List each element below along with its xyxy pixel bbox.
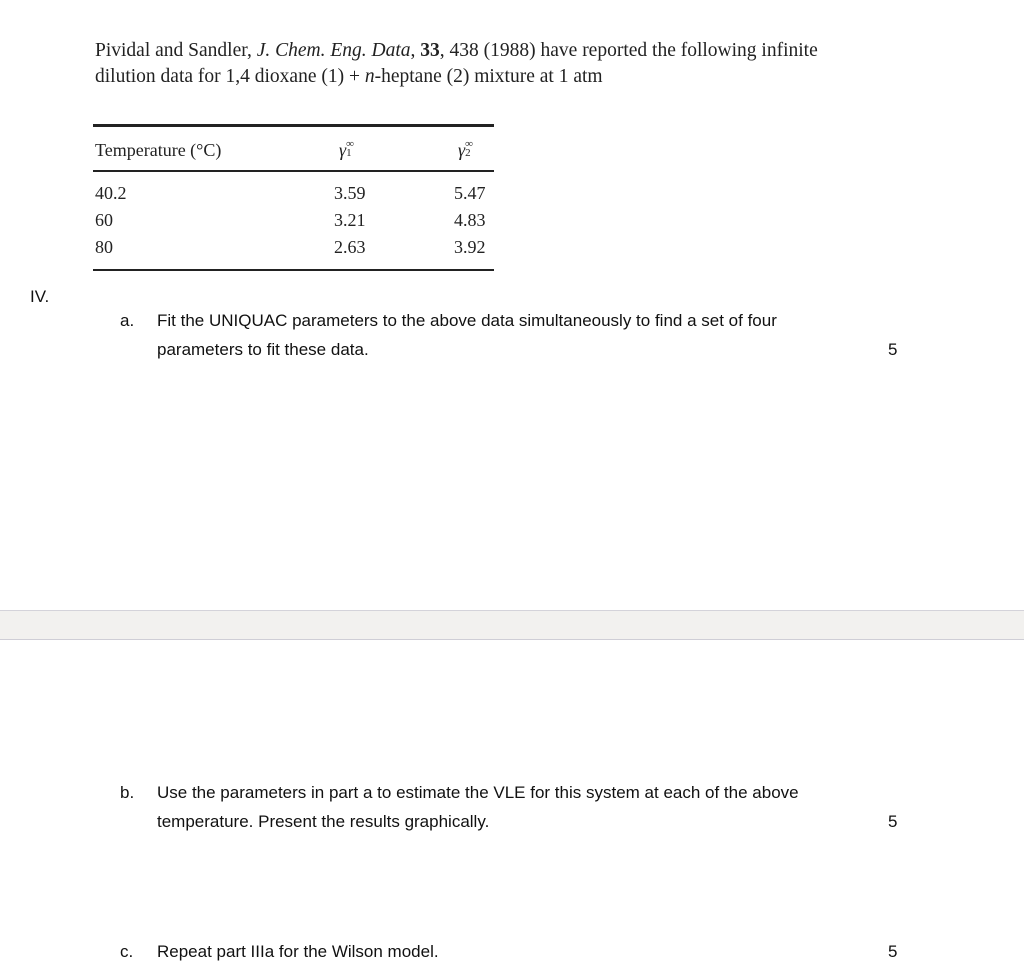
question-text: Use the parameters in part a to estimate the VLE for this system at each of the above: [157, 783, 799, 802]
intro-line-2: [95, 66, 603, 88]
question-text: temperature. Present the results graphically.: [157, 812, 490, 831]
cell: 80: [95, 237, 113, 257]
text: dilution data for 1,4 dioxane (1) +: [95, 66, 365, 87]
volume: 33: [420, 40, 440, 61]
cell: 3.21: [334, 210, 366, 230]
section-number: IV.: [30, 287, 50, 306]
header-gamma2: [458, 140, 473, 161]
text: γ: [458, 140, 466, 160]
cell: 4.83: [454, 210, 486, 230]
cell: 5.47: [454, 183, 486, 203]
cell: 3.92: [454, 237, 486, 257]
question-text: Repeat part IIIa for the Wilson model.: [157, 942, 439, 961]
cell: 2.63: [334, 237, 366, 257]
cell: 60: [95, 210, 113, 230]
table-header-rule: [93, 170, 494, 172]
cell: 3.59: [334, 183, 366, 203]
question-label: c.: [120, 942, 134, 961]
journal-name: J. Chem. Eng. Data: [256, 40, 411, 61]
question-label: b.: [120, 783, 135, 802]
question-label: a.: [120, 311, 135, 330]
table-top-rule: [93, 124, 494, 127]
question-points: 5: [888, 812, 898, 831]
question-points: 5: [888, 340, 898, 359]
cell: 40.2: [95, 183, 127, 203]
header-temperature: Temperature (°C): [95, 140, 222, 160]
text: γ: [339, 140, 347, 160]
table-bottom-rule: [93, 269, 494, 271]
text: -heptane (2) mixture at 1 atm: [374, 66, 603, 87]
text: 2: [465, 147, 471, 159]
text: n: [364, 66, 375, 87]
text: , 438 (1988) have reported the following infinite: [439, 40, 818, 61]
page-break: [0, 610, 1024, 640]
text: Pividal and Sandler,: [95, 40, 257, 61]
question-text: parameters to fit these data.: [157, 340, 369, 359]
text: ∞: [346, 138, 354, 150]
question-text: Fit the UNIQUAC parameters to the above data simultaneously to find a set of four: [157, 311, 777, 330]
text: ∞: [465, 138, 473, 150]
text: 1: [346, 147, 352, 159]
intro-line-1: [95, 40, 818, 62]
text: ,: [410, 40, 421, 61]
question-points: 5: [888, 942, 898, 961]
header-gamma1: [339, 140, 354, 161]
